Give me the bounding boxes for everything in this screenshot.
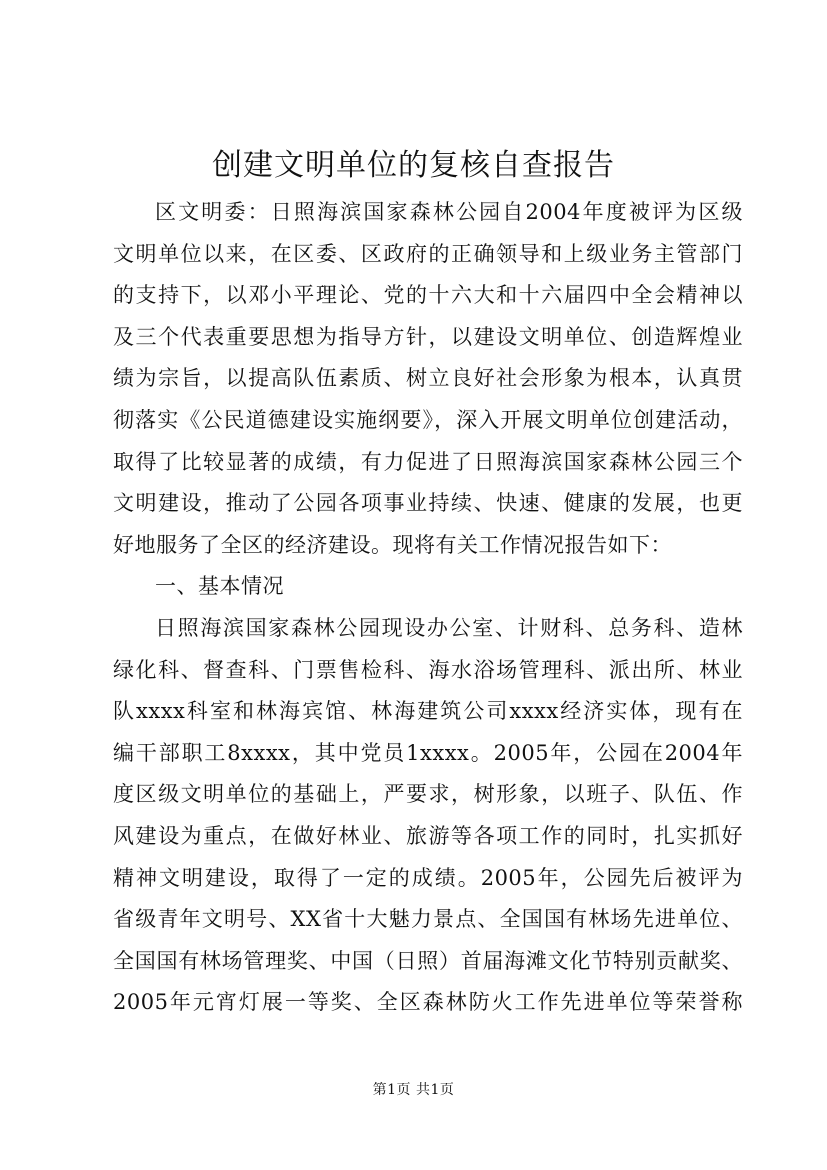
paragraph-line: 省级青年文明号、XX省十大魅力景点、全国国有林场先进单位、 xyxy=(113,907,743,932)
paragraph-line: 文明建设，推动了公园各项事业持续、快速、健康的发展，也更 xyxy=(113,491,743,516)
paragraph-line: 2005年元宵灯展一等奖、全区森林防火工作先进单位等荣誉称 xyxy=(113,990,743,1015)
paragraph-line: 编干部职工8xxxx，其中党员1xxxx。2005年，公园在2004年 xyxy=(113,740,743,765)
paragraph-line: 全国国有林场管理奖、中国（日照）首届海滩文化节特别贡献奖、 xyxy=(113,948,743,973)
document-title: 创建文明单位的复核自查报告 xyxy=(212,148,615,183)
paragraph-line: 区文明委：日照海滨国家森林公园自2004年度被评为区级 xyxy=(155,200,743,224)
paragraph-line: 风建设为重点，在做好林业、旅游等各项工作的同时，扎实抓好 xyxy=(113,823,743,848)
paragraph-line: 及三个代表重要思想为指导方针，以建设文明单位、创造辉煌业 xyxy=(113,324,743,349)
paragraph-line: 队xxxx科室和林海宾馆、林海建筑公司xxxx经济实体，现有在 xyxy=(113,699,743,724)
section-heading: 一、基本情况 xyxy=(155,574,284,599)
paragraph-line: 日照海滨国家森林公园现设办公室、计财科、总务科、造林 xyxy=(155,615,743,640)
paragraph-line: 绩为宗旨，以提高队伍素质、树立良好社会形象为根本，认真贯 xyxy=(113,366,743,391)
paragraph-line: 的支持下，以邓小平理论、党的十六大和十六届四中全会精神以 xyxy=(113,283,743,308)
paragraph-line: 彻落实《公民道德建设实施纲要》，深入开展文明单位创建活动， xyxy=(113,407,743,432)
paragraph-line: 精神文明建设，取得了一定的成绩。2005年，公园先后被评为 xyxy=(113,865,743,890)
page-footer: 第1页 共1页 xyxy=(372,1082,455,1098)
paragraph-line: 文明单位以来，在区委、区政府的正确领导和上级业务主管部门 xyxy=(113,241,743,266)
paragraph-line: 好地服务了全区的经济建设。现将有关工作情况报告如下： xyxy=(113,532,672,557)
paragraph-line: 绿化科、督查科、门票售检科、海水浴场管理科、派出所、林业 xyxy=(113,657,743,682)
document-body xyxy=(113,192,743,1024)
paragraph-line: 度区级文明单位的基础上，严要求，树形象，以班子、队伍、作 xyxy=(113,782,743,807)
paragraph-line: 取得了比较显著的成绩，有力促进了日照海滨国家森林公园三个 xyxy=(113,449,743,474)
